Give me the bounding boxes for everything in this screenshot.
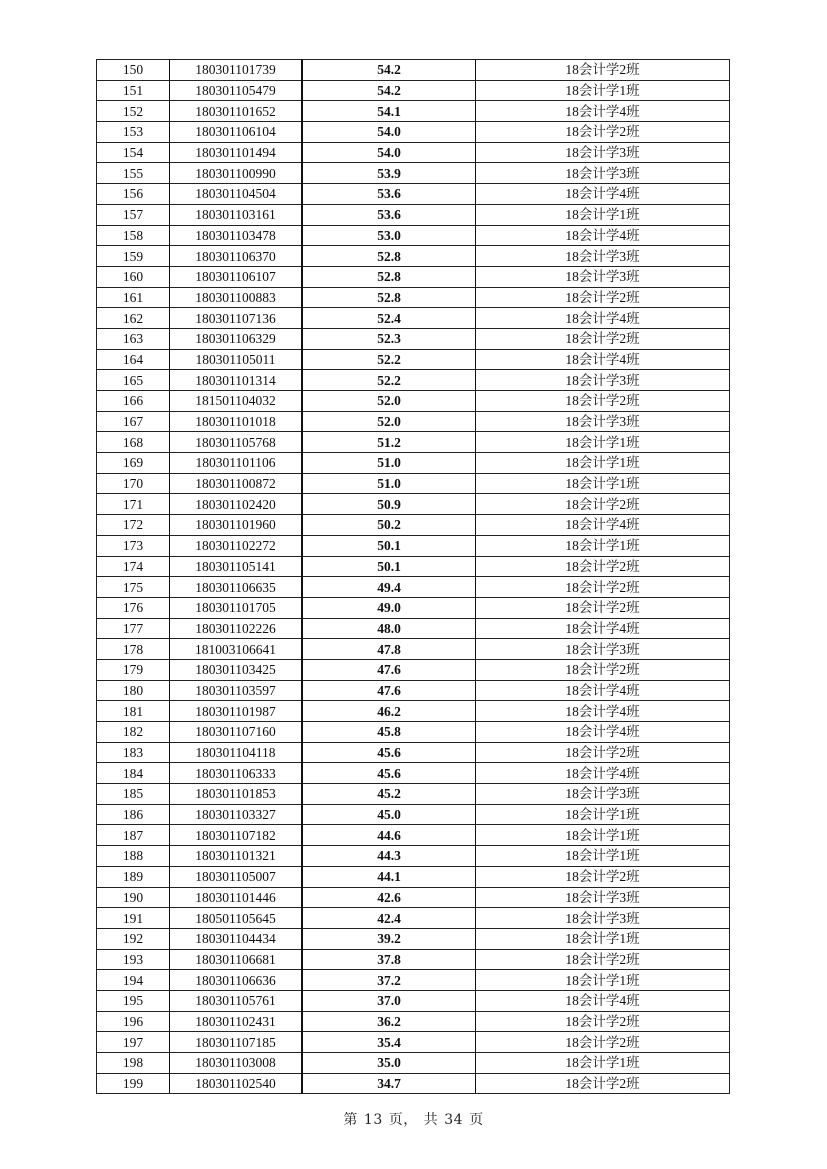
class-cell: 18会计学1班 [476, 473, 730, 494]
rank-cell: 165 [97, 370, 170, 391]
table-row [97, 349, 730, 370]
student-id-cell: 180301101018 [170, 411, 303, 432]
table-row [97, 494, 730, 515]
score-cell: 44.3 [302, 846, 476, 867]
score-cell: 54.0 [302, 122, 476, 143]
class-cell: 18会计学4班 [476, 101, 730, 122]
score-cell: 51.0 [302, 473, 476, 494]
rank-cell: 173 [97, 535, 170, 556]
student-id-cell: 181003106641 [170, 639, 303, 660]
score-table [96, 59, 730, 1094]
class-cell: 18会计学4班 [476, 701, 730, 722]
student-id-cell: 180501105645 [170, 908, 303, 929]
table-row [97, 225, 730, 246]
table-row [97, 825, 730, 846]
table-row [97, 804, 730, 825]
score-cell: 50.9 [302, 494, 476, 515]
score-cell: 50.2 [302, 515, 476, 536]
class-cell: 18会计学1班 [476, 432, 730, 453]
rank-cell: 184 [97, 763, 170, 784]
table-row [97, 597, 730, 618]
student-id-cell: 180301103161 [170, 204, 303, 225]
rank-cell: 168 [97, 432, 170, 453]
score-cell: 36.2 [302, 1011, 476, 1032]
rank-cell: 150 [97, 60, 170, 81]
student-id-cell: 180301101705 [170, 597, 303, 618]
score-cell: 47.6 [302, 680, 476, 701]
rank-cell: 197 [97, 1032, 170, 1053]
class-cell: 18会计学4班 [476, 308, 730, 329]
rank-cell: 195 [97, 990, 170, 1011]
student-id-cell: 180301102540 [170, 1073, 303, 1094]
student-id-cell: 180301101960 [170, 515, 303, 536]
table-row [97, 432, 730, 453]
score-cell: 47.6 [302, 659, 476, 680]
rank-cell: 189 [97, 866, 170, 887]
student-id-cell: 181501104032 [170, 391, 303, 412]
student-id-cell: 180301105768 [170, 432, 303, 453]
table-row [97, 515, 730, 536]
rank-cell: 156 [97, 184, 170, 205]
score-cell: 42.6 [302, 887, 476, 908]
rank-cell: 153 [97, 122, 170, 143]
student-id-cell: 180301101321 [170, 846, 303, 867]
rank-cell: 191 [97, 908, 170, 929]
class-cell: 18会计学2班 [476, 659, 730, 680]
footer-suffix: 页 [469, 1112, 484, 1128]
class-cell: 18会计学1班 [476, 970, 730, 991]
class-cell: 18会计学4班 [476, 990, 730, 1011]
student-id-cell: 180301101314 [170, 370, 303, 391]
table-row [97, 970, 730, 991]
score-cell: 53.6 [302, 184, 476, 205]
score-cell: 48.0 [302, 618, 476, 639]
class-cell: 18会计学2班 [476, 391, 730, 412]
score-cell: 45.2 [302, 784, 476, 805]
score-cell: 52.0 [302, 391, 476, 412]
table-row [97, 204, 730, 225]
table-row [97, 308, 730, 329]
student-id-cell: 180301102431 [170, 1011, 303, 1032]
table-row [97, 184, 730, 205]
footer-total-prefix: 共 [423, 1112, 439, 1128]
score-cell: 54.0 [302, 142, 476, 163]
table-row [97, 1032, 730, 1053]
table-row [97, 742, 730, 763]
rank-cell: 158 [97, 225, 170, 246]
student-id-cell: 180301107136 [170, 308, 303, 329]
student-id-cell: 180301104504 [170, 184, 303, 205]
table-row [97, 1011, 730, 1032]
table-row [97, 866, 730, 887]
table-row [97, 763, 730, 784]
class-cell: 18会计学3班 [476, 784, 730, 805]
table-row [97, 266, 730, 287]
student-id-cell: 180301102272 [170, 535, 303, 556]
rank-cell: 162 [97, 308, 170, 329]
rank-cell: 185 [97, 784, 170, 805]
rank-cell: 194 [97, 970, 170, 991]
class-cell: 18会计学2班 [476, 1032, 730, 1053]
rank-cell: 176 [97, 597, 170, 618]
class-cell: 18会计学3班 [476, 163, 730, 184]
student-id-cell: 180301105479 [170, 80, 303, 101]
score-cell: 45.6 [302, 763, 476, 784]
score-cell: 51.0 [302, 453, 476, 474]
class-cell: 18会计学2班 [476, 597, 730, 618]
class-cell: 18会计学2班 [476, 742, 730, 763]
table-row [97, 142, 730, 163]
table-row [97, 453, 730, 474]
class-cell: 18会计学4班 [476, 618, 730, 639]
class-cell: 18会计学1班 [476, 80, 730, 101]
student-id-cell: 180301105011 [170, 349, 303, 370]
table-row [97, 370, 730, 391]
class-cell: 18会计学4班 [476, 763, 730, 784]
rank-cell: 171 [97, 494, 170, 515]
rank-cell: 193 [97, 949, 170, 970]
table-row [97, 659, 730, 680]
score-cell: 47.8 [302, 639, 476, 660]
rank-cell: 181 [97, 701, 170, 722]
rank-cell: 196 [97, 1011, 170, 1032]
student-id-cell: 180301106635 [170, 577, 303, 598]
score-cell: 42.4 [302, 908, 476, 929]
rank-cell: 154 [97, 142, 170, 163]
student-id-cell: 180301105141 [170, 556, 303, 577]
student-id-cell: 180301106636 [170, 970, 303, 991]
table-row [97, 784, 730, 805]
score-cell: 35.0 [302, 1053, 476, 1074]
table-row [97, 722, 730, 743]
student-id-cell: 180301103008 [170, 1053, 303, 1074]
rank-cell: 164 [97, 349, 170, 370]
class-cell: 18会计学4班 [476, 515, 730, 536]
score-cell: 53.6 [302, 204, 476, 225]
score-cell: 52.8 [302, 266, 476, 287]
score-cell: 52.8 [302, 246, 476, 267]
rank-cell: 161 [97, 287, 170, 308]
student-id-cell: 180301107182 [170, 825, 303, 846]
table-row [97, 287, 730, 308]
class-cell: 18会计学3班 [476, 908, 730, 929]
table-row [97, 639, 730, 660]
table-row [97, 411, 730, 432]
score-cell: 52.2 [302, 349, 476, 370]
student-id-cell: 180301101853 [170, 784, 303, 805]
rank-cell: 170 [97, 473, 170, 494]
rank-cell: 186 [97, 804, 170, 825]
student-id-cell: 180301100883 [170, 287, 303, 308]
table-row [97, 101, 730, 122]
rank-cell: 167 [97, 411, 170, 432]
class-cell: 18会计学3班 [476, 639, 730, 660]
table-row [97, 846, 730, 867]
student-id-cell: 180301106681 [170, 949, 303, 970]
score-cell: 52.3 [302, 328, 476, 349]
table-row [97, 701, 730, 722]
table-row [97, 949, 730, 970]
rank-cell: 182 [97, 722, 170, 743]
score-cell: 50.1 [302, 535, 476, 556]
student-id-cell: 180301106329 [170, 328, 303, 349]
student-id-cell: 180301104434 [170, 928, 303, 949]
score-cell: 44.6 [302, 825, 476, 846]
class-cell: 18会计学2班 [476, 1011, 730, 1032]
class-cell: 18会计学3班 [476, 887, 730, 908]
class-cell: 18会计学2班 [476, 577, 730, 598]
student-id-cell: 180301107160 [170, 722, 303, 743]
student-id-cell: 180301101652 [170, 101, 303, 122]
score-cell: 52.0 [302, 411, 476, 432]
rank-cell: 174 [97, 556, 170, 577]
footer-page-word: 页， [388, 1112, 418, 1128]
class-cell: 18会计学1班 [476, 1053, 730, 1074]
table-row [97, 60, 730, 81]
class-cell: 18会计学4班 [476, 184, 730, 205]
rank-cell: 188 [97, 846, 170, 867]
class-cell: 18会计学4班 [476, 225, 730, 246]
footer-total-pages: 34 [444, 1112, 464, 1128]
rank-cell: 183 [97, 742, 170, 763]
class-cell: 18会计学2班 [476, 122, 730, 143]
rank-cell: 166 [97, 391, 170, 412]
page-footer [0, 1109, 827, 1129]
rank-cell: 157 [97, 204, 170, 225]
table-row [97, 246, 730, 267]
class-cell: 18会计学3班 [476, 142, 730, 163]
score-cell: 54.2 [302, 60, 476, 81]
student-id-cell: 180301102226 [170, 618, 303, 639]
table-row [97, 535, 730, 556]
rank-cell: 151 [97, 80, 170, 101]
rank-cell: 177 [97, 618, 170, 639]
class-cell: 18会计学2班 [476, 60, 730, 81]
class-cell: 18会计学2班 [476, 556, 730, 577]
rank-cell: 179 [97, 659, 170, 680]
rank-cell: 163 [97, 328, 170, 349]
student-id-cell: 180301101446 [170, 887, 303, 908]
class-cell: 18会计学2班 [476, 494, 730, 515]
footer-prefix: 第 [343, 1112, 358, 1128]
rank-cell: 199 [97, 1073, 170, 1094]
table-row [97, 928, 730, 949]
score-cell: 37.0 [302, 990, 476, 1011]
score-cell: 37.2 [302, 970, 476, 991]
table-row [97, 391, 730, 412]
rank-cell: 190 [97, 887, 170, 908]
table-row [97, 163, 730, 184]
class-cell: 18会计学2班 [476, 949, 730, 970]
rank-cell: 169 [97, 453, 170, 474]
table-row [97, 80, 730, 101]
class-cell: 18会计学2班 [476, 287, 730, 308]
score-cell: 35.4 [302, 1032, 476, 1053]
table-row [97, 990, 730, 1011]
class-cell: 18会计学1班 [476, 928, 730, 949]
student-id-cell: 180301106370 [170, 246, 303, 267]
class-cell: 18会计学2班 [476, 1073, 730, 1094]
score-cell: 49.4 [302, 577, 476, 598]
student-id-cell: 180301102420 [170, 494, 303, 515]
score-cell: 52.8 [302, 287, 476, 308]
rank-cell: 178 [97, 639, 170, 660]
table-row [97, 1053, 730, 1074]
rank-cell: 180 [97, 680, 170, 701]
student-id-cell: 180301105007 [170, 866, 303, 887]
score-cell: 52.2 [302, 370, 476, 391]
score-cell: 45.0 [302, 804, 476, 825]
rank-cell: 160 [97, 266, 170, 287]
score-cell: 34.7 [302, 1073, 476, 1094]
student-id-cell: 180301106107 [170, 266, 303, 287]
rank-cell: 155 [97, 163, 170, 184]
student-id-cell: 180301106104 [170, 122, 303, 143]
student-id-cell: 180301107185 [170, 1032, 303, 1053]
score-cell: 50.1 [302, 556, 476, 577]
score-cell: 49.0 [302, 597, 476, 618]
rank-cell: 152 [97, 101, 170, 122]
class-cell: 18会计学1班 [476, 846, 730, 867]
table-row [97, 556, 730, 577]
class-cell: 18会计学4班 [476, 722, 730, 743]
footer-current-page: 13 [363, 1112, 383, 1128]
score-cell: 54.2 [302, 80, 476, 101]
student-id-cell: 180301103327 [170, 804, 303, 825]
score-cell: 46.2 [302, 701, 476, 722]
class-cell: 18会计学1班 [476, 825, 730, 846]
score-cell: 45.6 [302, 742, 476, 763]
student-id-cell: 180301103478 [170, 225, 303, 246]
student-id-cell: 180301103425 [170, 659, 303, 680]
rank-cell: 192 [97, 928, 170, 949]
table-row [97, 473, 730, 494]
score-table-body [97, 60, 730, 1094]
table-row [97, 1073, 730, 1094]
student-id-cell: 180301103597 [170, 680, 303, 701]
score-cell: 54.1 [302, 101, 476, 122]
score-cell: 37.8 [302, 949, 476, 970]
score-cell: 53.0 [302, 225, 476, 246]
class-cell: 18会计学3班 [476, 370, 730, 391]
table-row [97, 887, 730, 908]
score-cell: 52.4 [302, 308, 476, 329]
class-cell: 18会计学1班 [476, 535, 730, 556]
class-cell: 18会计学2班 [476, 866, 730, 887]
student-id-cell: 180301101739 [170, 60, 303, 81]
rank-cell: 159 [97, 246, 170, 267]
class-cell: 18会计学4班 [476, 680, 730, 701]
student-id-cell: 180301101987 [170, 701, 303, 722]
score-cell: 53.9 [302, 163, 476, 184]
table-row [97, 908, 730, 929]
student-id-cell: 180301100990 [170, 163, 303, 184]
table-row [97, 577, 730, 598]
table-row [97, 122, 730, 143]
student-id-cell: 180301105761 [170, 990, 303, 1011]
class-cell: 18会计学3班 [476, 411, 730, 432]
class-cell: 18会计学1班 [476, 453, 730, 474]
score-cell: 51.2 [302, 432, 476, 453]
student-id-cell: 180301100872 [170, 473, 303, 494]
table-row [97, 328, 730, 349]
rank-cell: 198 [97, 1053, 170, 1074]
table-row [97, 618, 730, 639]
score-cell: 44.1 [302, 866, 476, 887]
class-cell: 18会计学2班 [476, 328, 730, 349]
score-cell: 39.2 [302, 928, 476, 949]
student-id-cell: 180301101106 [170, 453, 303, 474]
student-id-cell: 180301106333 [170, 763, 303, 784]
class-cell: 18会计学4班 [476, 349, 730, 370]
rank-cell: 175 [97, 577, 170, 598]
class-cell: 18会计学1班 [476, 804, 730, 825]
rank-cell: 172 [97, 515, 170, 536]
rank-cell: 187 [97, 825, 170, 846]
class-cell: 18会计学1班 [476, 204, 730, 225]
class-cell: 18会计学3班 [476, 246, 730, 267]
student-id-cell: 180301104118 [170, 742, 303, 763]
table-row [97, 680, 730, 701]
student-id-cell: 180301101494 [170, 142, 303, 163]
score-cell: 45.8 [302, 722, 476, 743]
class-cell: 18会计学3班 [476, 266, 730, 287]
